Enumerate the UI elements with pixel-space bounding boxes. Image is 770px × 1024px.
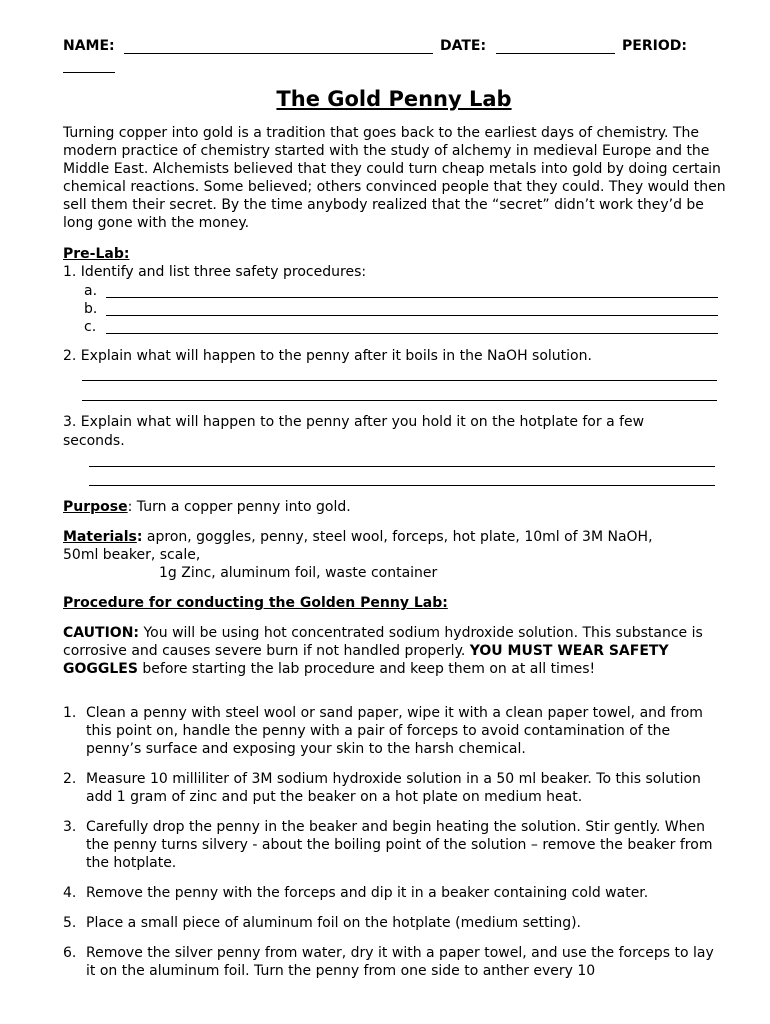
step-text: Remove the penny with the forceps and dip it in a beaker containing cold water. [86, 885, 649, 901]
prelab-question-3-cont: seconds. [63, 433, 125, 449]
date-label: DATE: [440, 38, 487, 54]
step-number: 6. [63, 945, 77, 961]
period-blank[interactable] [63, 72, 115, 73]
prelab-heading: Pre-Lab: [63, 246, 130, 262]
materials-line-2: 50ml beaker, scale, [63, 547, 201, 563]
caution-text-1: You will be using hot concentrated sodium hydroxide solution. This substance is corrosive and causes severe burn if not handled properly. [63, 625, 703, 659]
materials-label: Materials [63, 529, 137, 545]
q3-answer-line-1[interactable] [89, 466, 715, 467]
prelab-question-3: 3. Explain what will happen to the penny after you hold it on the hotplate for a few [63, 414, 645, 430]
q3-answer-line-2[interactable] [89, 485, 715, 486]
materials-colon: : [136, 529, 143, 545]
period-label: PERIOD: [622, 38, 687, 54]
q2-answer-line-1[interactable] [82, 380, 717, 381]
caution-label: CAUTION: [63, 625, 140, 641]
name-blank[interactable] [124, 53, 433, 54]
step-number: 5. [63, 915, 77, 931]
page-title: The Gold Penny Lab [276, 87, 512, 111]
procedure-heading: Procedure for conducting the Golden Penny Lab: [63, 595, 448, 611]
purpose-label: Purpose [63, 499, 128, 515]
purpose-section [63, 498, 351, 516]
step-number: 2. [63, 771, 77, 787]
q1-option-a: a. [84, 283, 98, 299]
step-text: Remove the silver penny from water, dry it with a paper towel, and use the forceps to lay it on the aluminum foil. Turn the penny from one side to anther every 10 [86, 945, 714, 979]
caution-paragraph [63, 624, 728, 678]
step-number: 1. [63, 705, 77, 721]
materials-line-3: 1g Zinc, aluminum foil, waste container [159, 565, 438, 581]
q2-answer-line-2[interactable] [82, 400, 717, 401]
step-text: Carefully drop the penny in the beaker and begin heating the solution. Stir gently. When the penny turns silvery - about the boiling point of the solution – remove the beaker from the hotplate. [86, 819, 713, 871]
q1-answer-line-a[interactable] [106, 297, 718, 298]
purpose-text: : Turn a copper penny into gold. [127, 499, 351, 515]
date-blank[interactable] [496, 53, 615, 54]
intro-paragraph: Turning copper into gold is a tradition that goes back to the earliest days of chemistry. The modern practice of chemistry started with the study of alchemy in medieval Europe and the Middle East. Alchemists believed that they could turn cheap metals into gold by doing certain chemical reactions. Some believed; others convinced people that they could. They would then sell them their secret. By the time anybody realized that the “secret” didn’t work they’d be long gone with the money. [63, 125, 726, 231]
caution-text-2: before starting the lab procedure and keep them on at all times! [137, 661, 596, 677]
name-label: NAME: [63, 38, 115, 54]
step-number: 4. [63, 885, 77, 901]
q1-option-c: c. [84, 319, 97, 335]
q1-option-b: b. [84, 301, 98, 317]
step-number: 3. [63, 819, 77, 835]
q1-answer-line-c[interactable] [106, 333, 718, 334]
materials-line-1: apron, goggles, penny, steel wool, forceps, hot plate, 10ml of 3M NaOH, [142, 529, 653, 545]
q1-answer-line-b[interactable] [106, 315, 718, 316]
prelab-question-1: 1. Identify and list three safety procedures: [63, 264, 367, 280]
caution-emphasis: YOU MUST WEAR SAFETY GOGGLES [63, 643, 669, 677]
prelab-question-2: 2. Explain what will happen to the penny after it boils in the NaOH solution. [63, 348, 592, 364]
materials-section [63, 528, 653, 546]
step-text: Clean a penny with steel wool or sand paper, wipe it with a clean paper towel, and from this point on, handle the penny with a pair of forceps to avoid contamination of the penny’s surface and exposing your skin to the harsh chemical. [86, 705, 703, 757]
step-text: Measure 10 milliliter of 3M sodium hydroxide solution in a 50 ml beaker. To this solution add 1 gram of zinc and put the beaker on a hot plate on medium heat. [86, 771, 701, 805]
step-text: Place a small piece of aluminum foil on the hotplate (medium setting). [86, 915, 582, 931]
